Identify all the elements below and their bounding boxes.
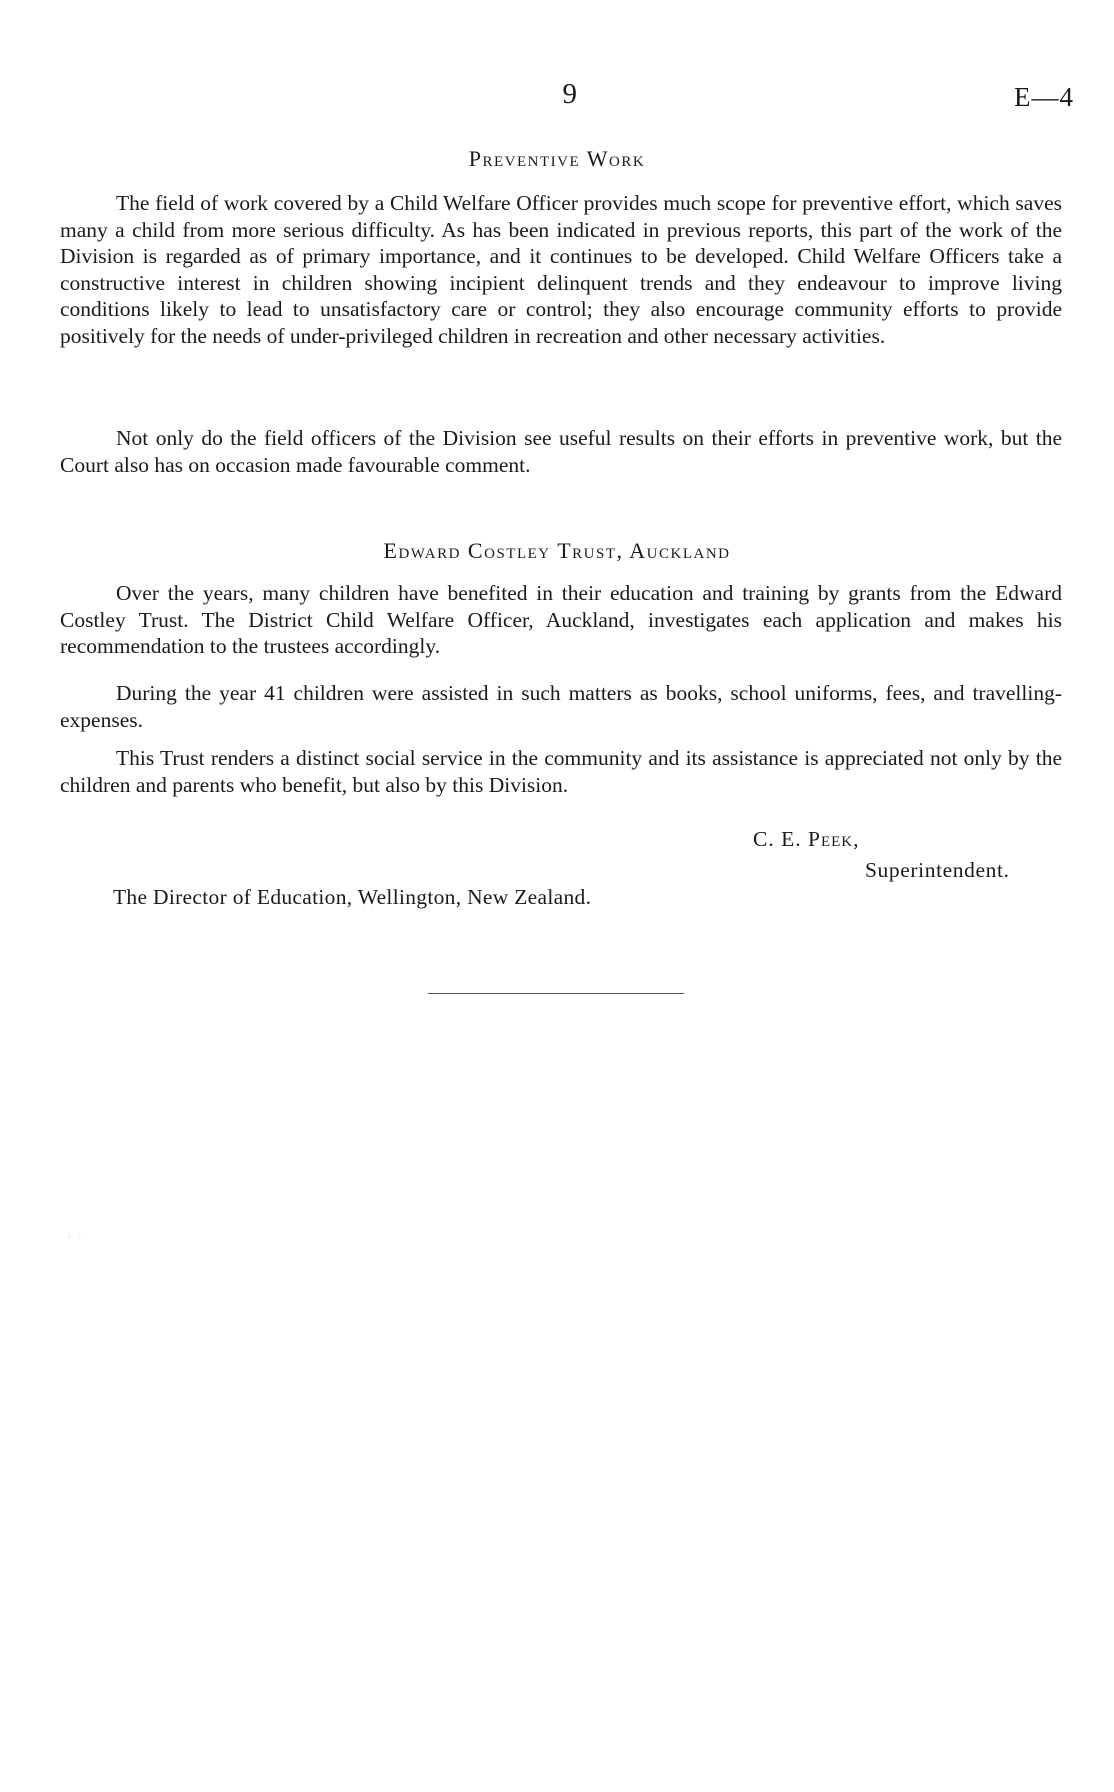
signature-initials: C. E. (753, 827, 802, 851)
paragraph-costley-trust-2: During the year 41 children were assisted in such matters as books, school uniforms, fees, and travelling-expenses. (60, 681, 1062, 732)
paragraph-preventive-work-2: Not only do the field officers of the Division see useful results on their efforts in preventive work, but the Court also has on occasion made favourable comment. (60, 426, 1062, 477)
page-reference: E—4 (1014, 82, 1074, 112)
signature-surname: Peek, (807, 827, 860, 851)
closing-rule-divider (428, 993, 684, 994)
addressee-line: The Director of Education, Wellington, New Zealand. (113, 885, 592, 909)
paragraph-costley-trust-1: Over the years, many children have benefited in their education and training by grants from the Edward Costley Trust. The District Child Welfare Officer, Auckland, investigates each application and makes his recommendation to the trustees accordingly. (60, 581, 1062, 658)
section-heading-preventive-work: Preventive Work (468, 146, 646, 171)
signature-title: Superintendent. (865, 858, 1010, 882)
paragraph-preventive-work-1: The field of work covered by a Child Welfare Officer provides much scope for preventive effort, which saves many a child from more serious difficulty. As has been indicated in previous reports, this part of the work of the Division is regarded as of primary importance, and it continues to be developed. Child Welfare Officers take a constructive interest in children showing incipient delinquent trends and they endeavour to improve living conditions likely to lead to unsatisfactory care or control; they also encourage community efforts to provide positively for the needs of under-privileged children in recreation and other necessary activities. (60, 191, 1062, 348)
paragraph-costley-trust-3: This Trust renders a distinct social service in the community and its assistance is appreciated not only by the children and parents who benefit, but also by this Division. (60, 746, 1062, 797)
section-heading-edward-costley-trust: Edward Costley Trust, Auckland (383, 538, 731, 563)
page-number: 9 (562, 78, 578, 110)
signature-name (753, 827, 859, 852)
scan-speck-marks: · · (68, 1233, 85, 1242)
